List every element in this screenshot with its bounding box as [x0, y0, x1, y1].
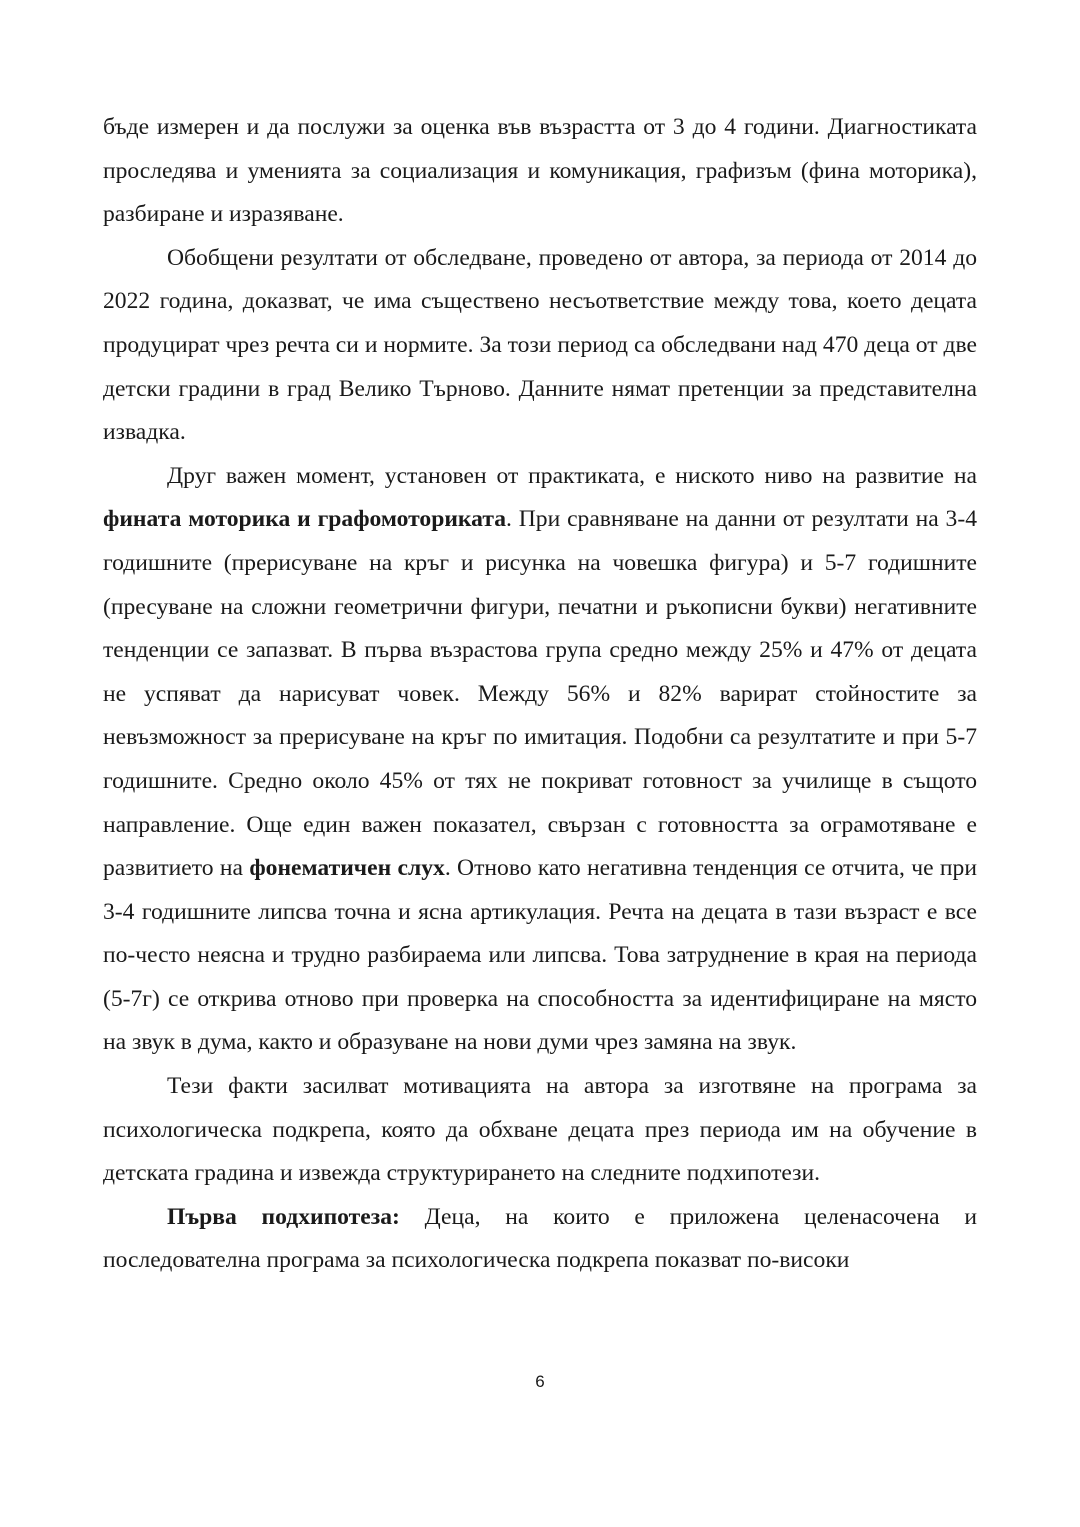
paragraph-4: [103, 1065, 977, 1196]
bold-term-fine-motor: фината моторика и графомоториката: [103, 506, 507, 533]
bold-term-phonemic-hearing: фонематичен слух: [249, 855, 445, 882]
paragraph-2-text: Обобщени резултати от обследване, проведено от автора, за периода от 2014 до 2022 година, доказват, че има съществено несъответствие между това, което децата продуцират чрез речта си и нормите. За този период са обследвани над 470 деца от две детски градини в град Велико Търново. Данните нямат претенции за представителна извадка.: [103, 244, 977, 446]
paragraph-3-text-b: . При сравняване на данни от резултати на 3-4 годишните (прерисуване на кръг и рисунка на човешка фигура) и 5-7 годишните (пресуване на сложни геометрични фигури, печатни и ръкописни букви) негативните тенденции се запазват. В първа възрастова група средно между 25% и 47% от децата не успяват да нарисуват човек. Между 56% и 82% варират стойностите за невъзможност за прерисуване на кръг по имитация. Подобни са резултатите и при 5-7 годишните. Средно около 45% от тях не покриват готовност за училище в същото направление. Още един важен показател, свързан с готовността за ограмотяване е развитието на: [103, 506, 978, 882]
paragraph-2: [103, 237, 977, 455]
paragraph-1: [103, 106, 977, 237]
bold-term-first-subhypothesis: Първа подхипотеза:: [167, 1203, 400, 1230]
paragraph-1-text: бъде измерен и да послужи за оценка във възрастта от 3 до 4 години. Диагностиката проследява и уменията за социализация и комуникация, графизъм (фина моторика), разбиране и изразяване.: [103, 114, 977, 228]
paragraph-3-text-a: Друг важен момент, установен от практиката, е ниското ниво на развитие на: [167, 462, 977, 489]
page-number: 6: [535, 1372, 545, 1391]
document-body: [103, 106, 977, 1283]
paragraph-5: [103, 1196, 977, 1283]
paragraph-3: [103, 455, 977, 1065]
paragraph-4-text: Тези факти засилват мотивацията на автора за изготвяне на програма за психологическа подкрепа, която да обхване децата през периода им на обучение в детската градина и извежда структурирането на следните подхипотези.: [103, 1073, 977, 1187]
paragraph-5-text: Деца, на които е приложена целенасочена и последователна програма за психологическа подкрепа показват по-високи: [103, 1203, 978, 1274]
paragraph-3-text-c: . Отново като негативна тенденция се отчита, че при 3-4 годишните липсва точна и ясна артикулация. Речта на децата в тази възраст е все по-често неясна и трудно разбираема или липсва. Това затруднение в края на периода (5-7г) се открива отново при проверка на способността за идентифициране на място на звук в дума, както и образуване на нови думи чрез замяна на звук.: [103, 855, 977, 1056]
